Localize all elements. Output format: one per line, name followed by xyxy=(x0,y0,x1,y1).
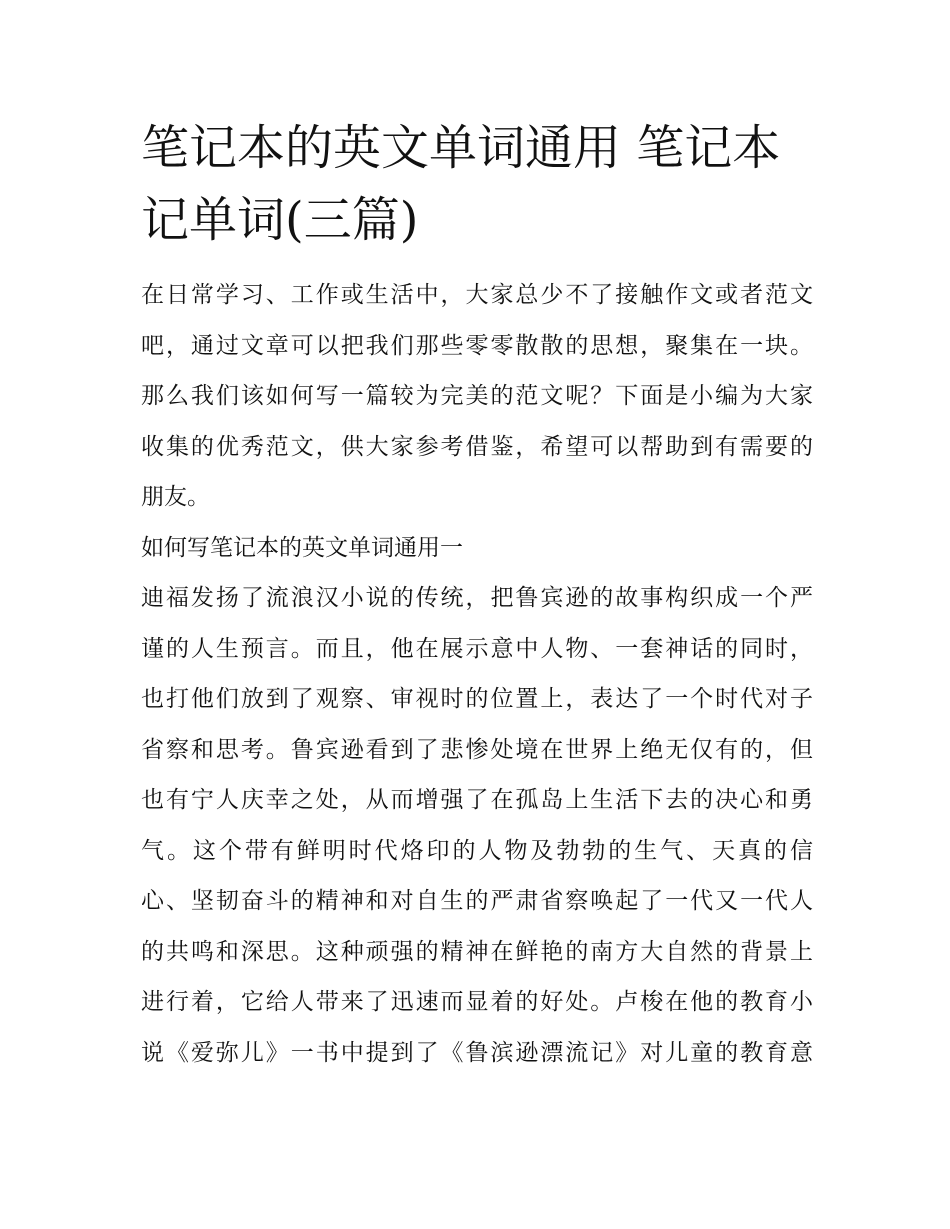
body-line: 进行着，它给人带来了迅速而显着的好处。卢梭在他的教育小 xyxy=(141,989,813,1015)
document-body xyxy=(141,270,813,1078)
document-content xyxy=(141,112,813,1078)
body-line: 谨的人生预言。而且，他在展示意中人物、一套神话的同时， xyxy=(141,635,813,662)
title-line: 记单词(三篇) xyxy=(141,192,419,248)
body-line: 说《爱弥儿》一书中提到了《鲁滨逊漂流记》对儿童的教育意 xyxy=(141,1039,813,1066)
body-line: 那么我们该如何写一篇较为完美的范文呢？下面是小编为大家 xyxy=(141,383,813,409)
title-line: 笔记本的英文单词通用 笔记本 xyxy=(141,120,781,176)
body-line: 在日常学习、工作或生活中，大家总少不了接触作文或者范文 xyxy=(141,282,813,308)
body-line: 朋友。 xyxy=(141,484,210,510)
body-line: 如何写笔记本的英文单词通用一 xyxy=(141,534,463,561)
body-line: 的共鸣和深思。这种顽强的精神在鲜艳的南方大自然的背景上 xyxy=(141,938,813,965)
body-line: 吧，通过文章可以把我们那些零零散散的思想，聚集在一块。 xyxy=(141,332,813,359)
body-line: 省察和思考。鲁宾逊看到了悲惨处境在世界上绝无仅有的，但 xyxy=(141,736,813,763)
body-line: 心、坚韧奋斗的精神和对自生的严肃省察唤起了一代又一代人 xyxy=(141,888,813,914)
document-title xyxy=(141,112,813,256)
body-line: 气。这个带有鲜明时代烙印的人物及勃勃的生气、天真的信 xyxy=(141,837,813,864)
body-line: 迪福发扬了流浪汉小说的传统，把鲁宾逊的故事构织成一个严 xyxy=(141,585,813,611)
body-line: 也打他们放到了观察、审视时的位置上，表达了一个时代对子 xyxy=(141,686,813,712)
body-line: 也有宁人庆幸之处，从而增强了在孤岛上生活下去的决心和勇 xyxy=(141,787,813,813)
body-line: 收集的优秀范文，供大家参考借鉴，希望可以帮助到有需要的 xyxy=(141,433,813,460)
